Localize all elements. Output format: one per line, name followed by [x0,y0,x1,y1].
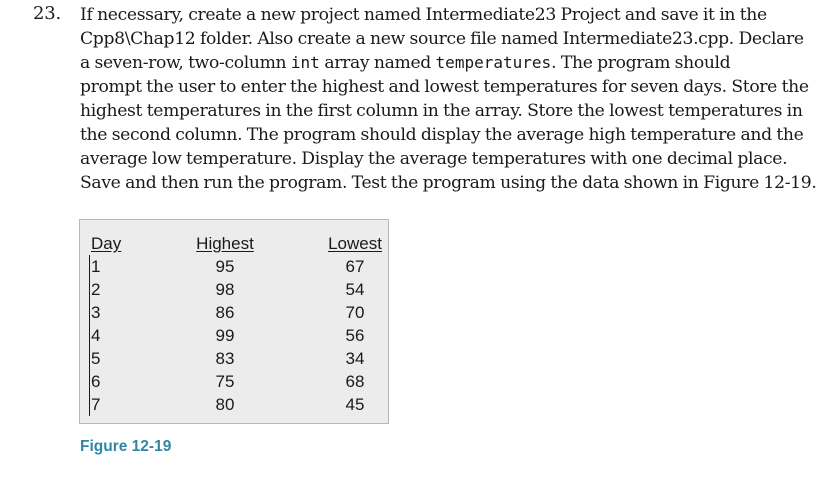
highest-cell: 80 [215,395,235,414]
text-line [80,3,820,27]
exercise-number: 23. [33,3,62,24]
highest-cell: 98 [215,280,235,299]
lowest-cell: 70 [345,303,365,322]
highest-cell: 83 [215,349,235,368]
text-segment: . The program should [551,53,731,73]
text-line [80,171,820,195]
day-header: Day [91,234,122,253]
text-segment: If necessary, create a new project named Intermediate23 Project and save it in the [80,5,767,25]
day-cell: 7 [91,395,101,414]
day-cell: 6 [91,372,101,391]
text-segment: the second column. The program should display the average high temperature and the [80,125,804,145]
text-line [80,147,820,171]
figure-caption: Figure 12-19 [80,438,172,455]
text-segment: array named [319,53,436,73]
day-cell: 2 [91,280,101,299]
day-cell: 1 [91,257,101,276]
text-segment: average low temperature. Display the average temperatures with one decimal place. [80,149,788,169]
day-cell: 3 [91,303,101,322]
text-segment: a seven-row, two-column [80,53,291,73]
day-values [89,255,121,416]
code-term: temperatures [435,53,552,72]
highest-cell: 75 [215,372,235,391]
text-line [80,27,820,51]
text-line [80,51,820,75]
lowest-cell: 56 [345,326,365,345]
highest-cell: 86 [215,303,235,322]
text-segment: highest temperatures in the first column in the array. Store the lowest temperatures in [80,101,803,121]
lowest-cell: 45 [345,395,365,414]
lowest-header: Lowest [328,234,382,253]
figure-12-19-table [79,219,389,424]
text-line [80,75,820,99]
day-cell: 4 [91,326,101,345]
code-term: int [290,53,320,72]
day-column [91,232,121,416]
exercise-instructions [80,3,820,195]
lowest-cell: 34 [345,349,365,368]
lowest-cell: 67 [345,257,365,276]
text-segment: prompt the user to enter the highest and lowest temperatures for seven days. Store the [80,77,809,97]
text-segment: Cpp8\Chap12 folder. Also create a new source file named Intermediate23.cpp. Declare [80,29,804,49]
text-line [80,123,820,147]
lowest-cell: 54 [345,280,365,299]
highest-column [190,232,260,416]
highest-header: Highest [196,234,254,253]
highest-cell: 99 [215,326,235,345]
lowest-values [320,255,390,416]
day-cell: 5 [91,349,101,368]
text-segment: Save and then run the program. Test the program using the data shown in Figure 12-19. [80,173,817,193]
lowest-column [320,232,390,416]
highest-cell: 95 [215,257,235,276]
text-line [80,99,820,123]
lowest-cell: 68 [345,372,365,391]
highest-values [190,255,260,416]
